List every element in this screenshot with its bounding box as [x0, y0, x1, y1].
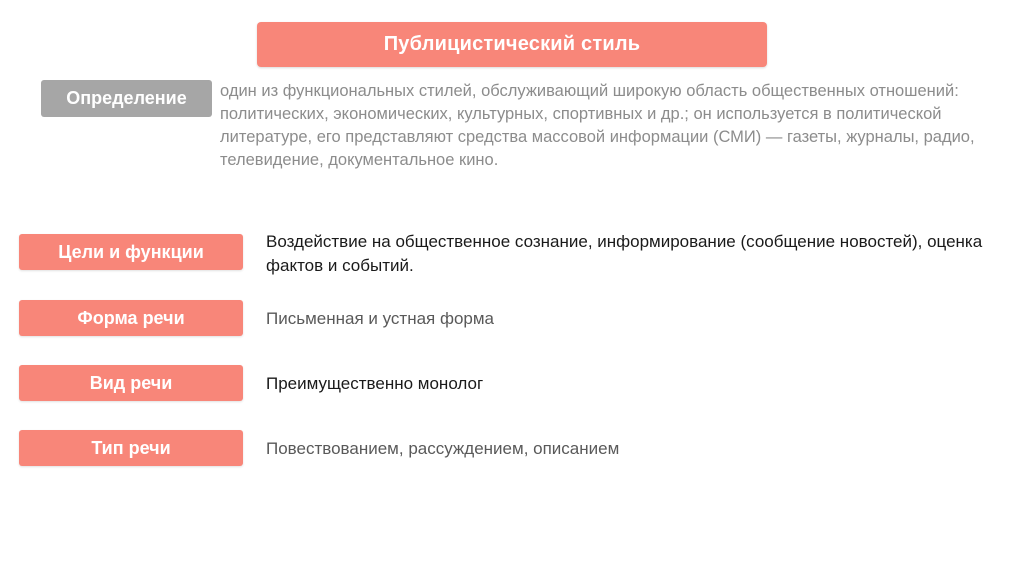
speech-kind-label: Вид речи: [19, 365, 243, 401]
goals-label: Цели и функции: [19, 234, 243, 270]
definition-text: один из функциональных стилей, обслуживающий широкую область общественных отношений: политических, экономических, культурных, спортивных и др.; он используется в политической литературе, его представляют средства массовой информации (СМИ) — газеты, журналы, радио, телевидение, документальное кино.: [220, 82, 975, 169]
speech-type-text: Повествованием, рассуждением, описанием: [266, 439, 620, 458]
definition-label: Определение: [41, 80, 212, 117]
speech-kind-text: Преимущественно монолог: [266, 374, 484, 393]
goals-text: Воздействие на общественное сознание, информирование (сообщение новостей), оценка фактов и событий.: [266, 232, 983, 275]
title-banner: [257, 22, 767, 67]
speech-form-text: Письменная и устная форма: [266, 309, 494, 328]
speech-form-label: Форма речи: [19, 300, 243, 336]
page-title: Публицистический стиль: [383, 33, 641, 55]
speech-type-label: Тип речи: [19, 430, 243, 466]
